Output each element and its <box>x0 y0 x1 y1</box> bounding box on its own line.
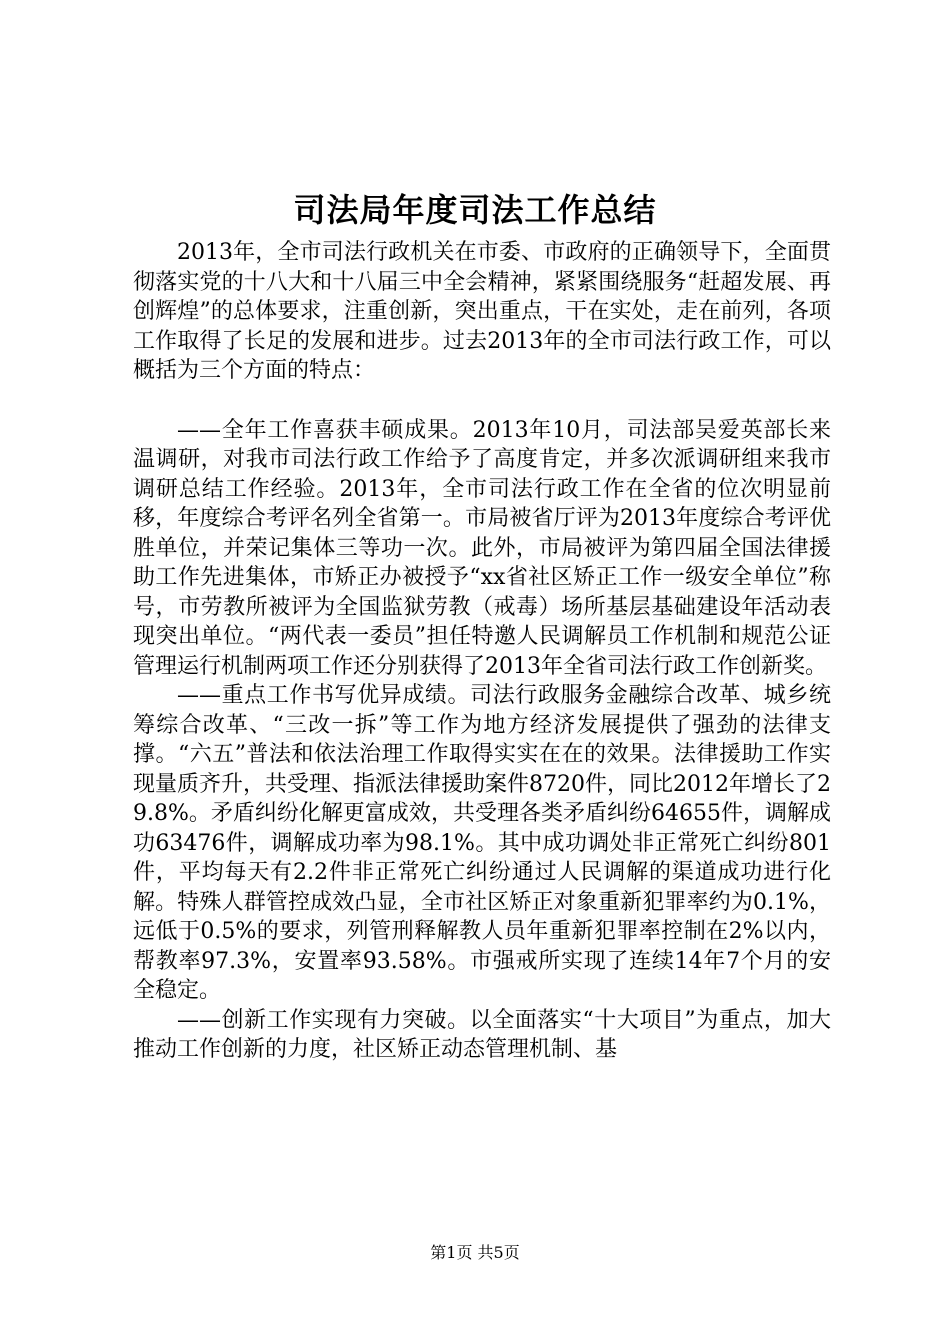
page-number-footer: 第1页 共5页 <box>430 1243 520 1262</box>
paragraph-achievements: ——全年工作喜获丰硕成果。2013年10月，司法部吴爱英部长来温调研，对我市司法行政工作给予了高度肯定，并多次派调研组来我市调研总结工作经验。2013年，全市司法行政工作在全省的位次明显前移，年度综合考评名列全省第一。市局被省厅评为2013年度综合考评优胜单位，并荣记集体三等功一次。此外，市局被评为第四届全国法律援助工作先进集体，市矫正办被授予“xx省社区矫正工作一级安全单位”称号，市劳教所被评为全国监狱劳教（戒毒）场所基层基础建设年活动表现突出单位。“两代表一委员”担任特邀人民调解员工作机制和规范公证管理运行机制两项工作还分别获得了2013年全省司法行政工作创新奖。 <box>133 417 831 679</box>
paragraph-intro: 2013年，全市司法行政机关在市委、市政府的正确领导下，全面贯彻落实党的十八大和十八届三中全会精神，紧紧围绕服务“赶超发展、再创辉煌”的总体要求，注重创新，突出重点，干在实处，走在前列，各项工作取得了长足的发展和进步。过去2013年的全市司法行政工作，可以概括为三个方面的特点： <box>133 240 831 383</box>
document-title: 司法局年度司法工作总结 <box>293 191 657 229</box>
paragraph-key-work: ——重点工作书写优异成绩。司法行政服务金融综合改革、城乡统筹综合改革、“三改一拆”等工作为地方经济发展提供了强劲的法律支撑。“六五”普法和依法治理工作取得实实在在的效果。法律援助工作实现量质齐升，共受理、指派法律援助案件8720件，同比2012年增长了29.8%。矛盾纠纷化解更富成效，共受理各类矛盾纠纷64655件，调解成功63476件，调解成功率为98.1%。其中成功调处非正常死亡纠纷801件，平均每天有2.2件非正常死亡纠纷通过人民调解的渠道成功进行化解。特殊人群管控成效凸显，全市社区矫正对象重新犯罪率约为0.1%，远低于0.5%的要求，列管刑释解教人员年重新犯罪率控制在2%以内，帮教率97.3%，安置率93.58%。市强戒所实现了连续14年7个月的安全稳定。 <box>133 683 831 1003</box>
paragraph-innovation: ——创新工作实现有力突破。以全面落实“十大项目”为重点，加大推动工作创新的力度，社区矫正动态管理机制、基 <box>133 1007 831 1062</box>
document-body <box>133 238 831 1065</box>
